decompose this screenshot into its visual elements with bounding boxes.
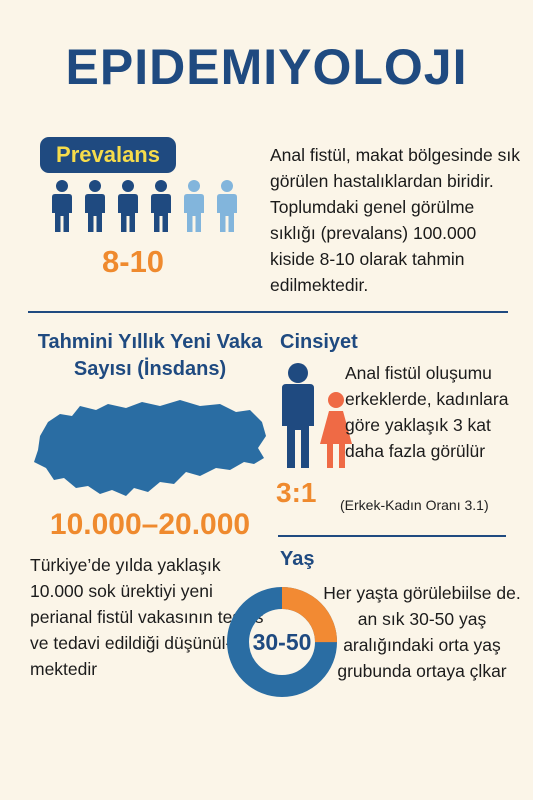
section-divider xyxy=(28,311,508,313)
prevalans-badge: Prevalans xyxy=(40,137,176,173)
person-icon xyxy=(149,180,173,232)
people-icons xyxy=(50,180,239,232)
gender-icon xyxy=(276,362,356,472)
vaka-value: 10.000–20.000 xyxy=(49,508,251,541)
page-title: EPIDEMIYOLOJI xyxy=(65,39,468,95)
section-divider xyxy=(278,535,506,537)
cinsiyet-title: Cinsiyet xyxy=(280,331,358,353)
prevalans-text: Anal fistül, makat bölgesinde sık görülen hastalıklardan biridir. Toplumdaki genel görülme sıklığı (prevalans) 100.000 kiside 8-10 olarak tahmin edilmektedir. xyxy=(270,145,520,295)
turkey-map-icon xyxy=(30,392,268,502)
donut-label: 30-50 xyxy=(252,629,312,655)
gender-ratio: 3:1 xyxy=(276,477,317,508)
vaka-text: Türkiye’de yılda yaklaşık 10.000 sok ürektiyi yeni perianal fistül vakasının teşhis ve tedavi edildiği düşünül-mektedir xyxy=(30,555,264,679)
male-icon xyxy=(282,363,314,468)
person-icon xyxy=(83,180,107,232)
person-icon xyxy=(116,180,140,232)
person-icon xyxy=(182,180,206,232)
cinsiyet-text: Anal fistül oluşumu erkeklerde, kadınlara göre yaklaşık 3 kat daha fazla görülür xyxy=(345,363,509,461)
person-icon xyxy=(215,180,239,232)
prevalans-value: 8-10 xyxy=(102,244,165,279)
yas-text: Her yaşta görülebiilse de. an sık 30-50 yaş aralığındaki orta yaş grubunda ortaya çlkar xyxy=(323,583,521,681)
cinsiyet-note: (Erkek-Kadın Oranı 3.1) xyxy=(340,497,489,513)
vaka-title: Tahmini Yıllık Yeni Vaka Sayısı (İnsdans) xyxy=(37,331,263,380)
yas-title: Yaş xyxy=(280,548,315,570)
person-icon xyxy=(50,180,74,232)
